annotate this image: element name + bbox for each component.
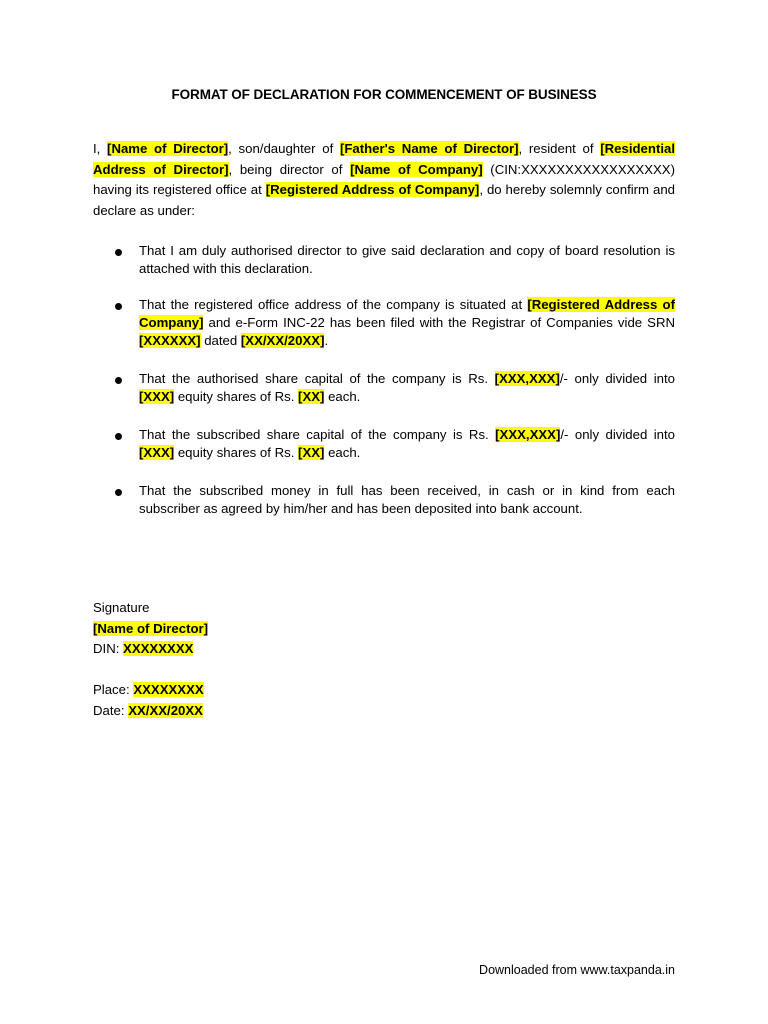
placeholder-share-count: [XXX] — [139, 389, 175, 404]
list-item-text — [139, 482, 675, 518]
list-item-segment: /- only divided into — [560, 427, 675, 442]
placeholder-date: [XX/XX/20XX] — [240, 333, 325, 348]
intro-paragraph — [93, 139, 675, 221]
list-item-segment: That the subscribed share capital of the company is Rs. — [139, 427, 496, 442]
list-item-segment: /- only divided into — [559, 371, 675, 386]
bullet-icon — [115, 249, 122, 256]
list-item-segment: and e-Form INC-22 has been filed with the Registrar of Companies vide SRN — [203, 315, 675, 330]
list-item-text — [139, 426, 675, 462]
placeholder-name-of-company: [Name of Company] — [350, 161, 483, 177]
placeholder-srn: [XXXXXX] — [139, 333, 201, 348]
list-item-segment: dated — [200, 333, 241, 348]
placeholder-registered-address: [Registered Address of Company] — [139, 297, 675, 330]
list-item-segment: That the subscribed money in full has been received, in cash or in kind from each subscriber as agreed by him/her and has been deposited into bank account. — [139, 483, 675, 516]
list-item-segment: That I am duly authorised director to give said declaration and copy of board resolution is attached with this declaration. — [139, 243, 675, 276]
placeholder-din: XXXXXXXX — [123, 641, 194, 656]
placeholder-share-value: [XX] — [298, 445, 325, 460]
list-item-text — [139, 296, 675, 350]
placeholder-date: XX/XX/20XX — [128, 703, 203, 718]
list-item-segment: each. — [324, 389, 361, 404]
signature-label: Signature — [93, 600, 150, 615]
list-item-segment: That the registered office address of the company is situated at — [139, 297, 528, 312]
placeholder-subscribed-capital: [XXX,XXX] — [495, 427, 561, 442]
list-item-text — [139, 370, 675, 406]
placeholder-share-count: [XXX] — [139, 445, 175, 460]
list-item-segment: That the authorised share capital of the company is Rs. — [139, 371, 495, 386]
intro-text: , resident of — [518, 141, 601, 156]
intro-text: , being director of — [228, 161, 351, 177]
placeholder-residential-address: [Residential Address of Director] — [93, 141, 675, 177]
document-title: FORMAT OF DECLARATION FOR COMMENCEMENT OF BUSINESS — [171, 87, 597, 102]
bullet-icon — [115, 489, 122, 496]
place-label: Place: — [93, 682, 134, 697]
intro-text: (CIN:XXXXXXXXXXXXXXXXX) having its registered office at — [93, 161, 675, 198]
placeholder-name-of-director: [Name of Director] — [93, 621, 209, 636]
bullet-icon — [115, 303, 122, 310]
place-line — [93, 680, 204, 701]
footer-source: Downloaded from www.taxpanda.in — [479, 963, 675, 977]
placeholder-share-value: [XX] — [298, 389, 325, 404]
din-line — [93, 639, 193, 660]
din-label: DIN: — [93, 641, 124, 656]
date-line — [93, 701, 203, 722]
list-item-segment: equity shares of Rs. — [174, 445, 299, 460]
intro-text: , son/daughter of — [228, 141, 340, 156]
list-item-segment: equity shares of Rs. — [174, 389, 299, 404]
bullet-icon — [115, 377, 122, 384]
list-item-segment: each. — [324, 445, 361, 460]
placeholder-registered-address: [Registered Address of Company] — [265, 182, 480, 198]
placeholder-name-of-director: [Name of Director] — [107, 141, 229, 156]
intro-text: , do hereby solemnly confirm and declare as under: — [93, 182, 675, 218]
placeholder-fathers-name: [Father's Name of Director] — [339, 141, 519, 156]
placeholder-place: XXXXXXXX — [133, 682, 204, 697]
list-item-segment: . — [324, 333, 329, 348]
signature-name-line — [93, 619, 208, 640]
bullet-icon — [115, 433, 122, 440]
date-label: Date: — [93, 703, 129, 718]
intro-text: I, — [93, 141, 108, 156]
list-item-text — [139, 242, 675, 278]
placeholder-authorised-capital: [XXX,XXX] — [494, 371, 560, 386]
